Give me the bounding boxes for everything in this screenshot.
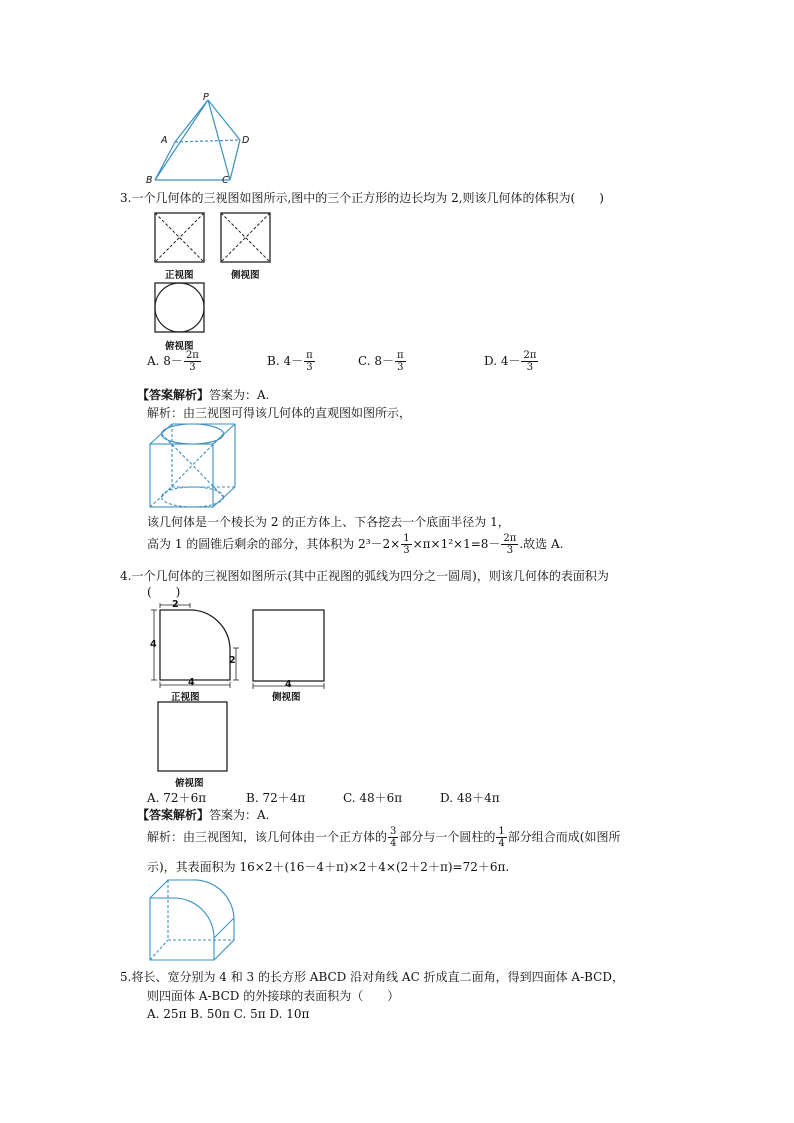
q3-solution-figure: [148, 422, 238, 512]
q4-stem: 4.一个几何体的三视图如图所示(其中正视图的弧线为四分之一圆周)，则该几何体的表面积为: [120, 569, 609, 583]
q5-options: A. 25π B. 50π C. 5π D. 10π: [147, 1007, 310, 1021]
q3-stem-text: 一个几何体的三视图如图所示,图中的三个正方形的边长均为 2,则该几何体的体积为( ): [131, 191, 604, 205]
label-P: P: [203, 92, 209, 103]
answer-tag: 【答案解析】: [137, 808, 210, 822]
q4-analysis-line2: 示)，其表面积为 16×2＋(16－4＋π)×2＋4×(2＋2＋π)=72＋6π.: [147, 860, 510, 874]
q3-front-view: [154, 212, 206, 264]
q4-top-view: [157, 701, 229, 773]
q4-dim-top: 2: [172, 599, 179, 610]
label-C: C: [222, 175, 229, 186]
q4-number: 4.: [120, 569, 132, 583]
q4-dim-right: 2: [229, 655, 236, 666]
q4-analysis-line1: 解析：由三视图知，该几何体由一个正方体的 $\frac{3}{4}$ 部分与一个圆柱的 $\frac{1}{4}$ 部分组合而成(如图所: [147, 826, 621, 849]
q3-analysis: 解析：由三视图可得该几何体的直观图如图所示，: [147, 406, 412, 420]
q3-side-view: [220, 212, 272, 264]
q3-answer: 【答案解析】答案为：A.: [137, 388, 270, 402]
q3-line2: 高为 1 的圆锥后剩余的部分，其体积为 2³－2× $\frac{1}{3}$ ×π×1²×1=8－ $\frac{2\pi}{3}$ .故选 A.: [147, 533, 564, 556]
q3-top-label: 俯视图: [165, 341, 194, 352]
q3-option-d: D. 4－ $\frac{2\pi}{3}$: [484, 350, 537, 373]
q4-answer: 【答案解析】答案为：A.: [137, 808, 270, 822]
q4-top-label: 俯视图: [175, 778, 204, 789]
q3-option-c: C. 8－ $\frac{\pi}{3}$: [358, 350, 404, 373]
q3-option-b: B. 4－ $\frac{\pi}{3}$: [267, 350, 313, 373]
q4-option-d: D. 48＋4π: [440, 791, 500, 805]
label-D: D: [242, 135, 250, 146]
q3-top-view: [154, 282, 206, 334]
label-A: A: [161, 135, 168, 146]
label-B: B: [146, 175, 153, 186]
q4-side-label: 侧视图: [272, 692, 301, 703]
q5-number: 5.: [120, 970, 132, 984]
q4-front-label: 正视图: [171, 692, 200, 703]
q3-line1: 该几何体是一个棱长为 2 的正方体上、下各挖去一个底面半径为 1，: [147, 515, 510, 529]
q4-option-a: A. 72＋6π: [147, 791, 207, 805]
q4-side-dim: 4: [285, 679, 292, 690]
q3-side-label: 侧视图: [231, 270, 260, 281]
q5-stem-line2: 则四面体 A-BCD 的外接球的表面积为（ ）: [147, 989, 400, 1003]
q4-solution-figure: [148, 878, 238, 964]
q4-dim-bottom: 4: [188, 677, 195, 688]
q5-stem-line1: 5.将长、宽分别为 4 和 3 的长方形 ABCD 沿对角线 AC 折成直二面角，得到四面体 A-BCD，: [120, 970, 624, 984]
q3-option-a: A. 8－ $\frac{2\pi}{3}$: [147, 350, 199, 373]
answer-tag: 【答案解析】: [137, 388, 210, 402]
q4-dim-left: 4: [150, 639, 157, 650]
q4-option-b: B. 72＋4π: [246, 791, 306, 805]
q4-stem-bracket: ( ): [147, 585, 181, 599]
q4-option-c: C. 48＋6π: [343, 791, 403, 805]
q3-stem: [120, 189, 604, 206]
q3-front-label: 正视图: [165, 270, 194, 281]
q3-number: 3.: [120, 191, 132, 205]
